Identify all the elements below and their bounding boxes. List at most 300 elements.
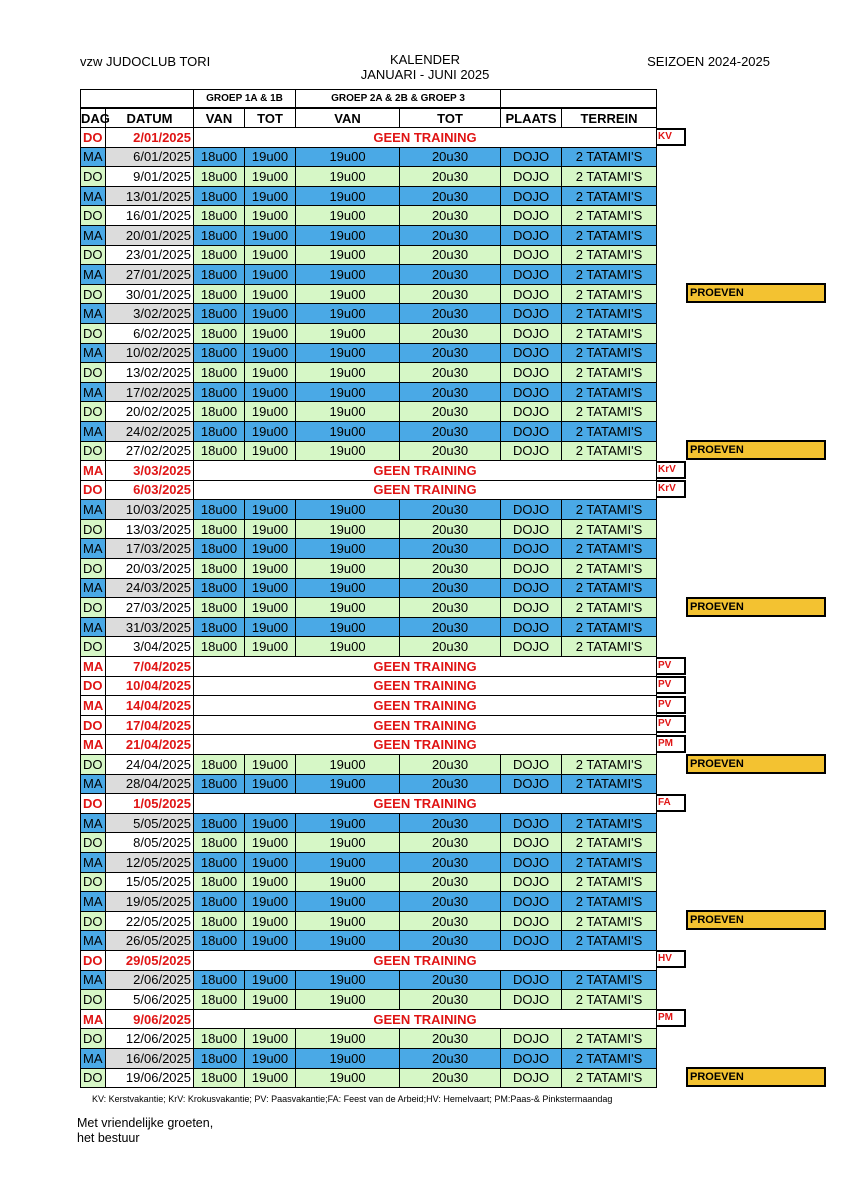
row-start-group1: 18u00 [194, 343, 245, 363]
row-start-group2: 19u00 [296, 774, 400, 794]
row-start-group1: 18u00 [194, 1068, 245, 1088]
row-date: 17/04/2025 [106, 715, 194, 735]
row-start-group1: 18u00 [194, 833, 245, 853]
row-start-group2: 19u00 [296, 990, 400, 1010]
row-start-group2: 19u00 [296, 911, 400, 931]
row-day: DO [81, 167, 106, 187]
row-end-group1: 19u00 [245, 363, 296, 383]
row-terrain: 2 TATAMI'S [562, 1048, 657, 1068]
row-location: DOJO [501, 147, 562, 167]
table-row [81, 794, 657, 814]
row-end-group1: 19u00 [245, 245, 296, 265]
row-end-group2: 20u30 [400, 833, 501, 853]
row-location: DOJO [501, 813, 562, 833]
table-row [81, 852, 657, 872]
row-terrain: 2 TATAMI'S [562, 911, 657, 931]
row-end-group2: 20u30 [400, 813, 501, 833]
row-terrain: 2 TATAMI'S [562, 598, 657, 618]
row-end-group2: 20u30 [400, 931, 501, 951]
club-name: vzw JUDOCLUB TORI [80, 54, 211, 69]
row-end-group1: 19u00 [245, 559, 296, 579]
row-date: 10/02/2025 [106, 343, 194, 363]
row-date: 12/05/2025 [106, 852, 194, 872]
row-start-group2: 19u00 [296, 970, 400, 990]
table-row [81, 128, 657, 148]
row-day: MA [81, 813, 106, 833]
table-row [81, 323, 657, 343]
row-location: DOJO [501, 343, 562, 363]
row-start-group1: 18u00 [194, 206, 245, 226]
holiday-code: KrV [656, 480, 686, 498]
row-terrain: 2 TATAMI'S [562, 343, 657, 363]
row-end-group2: 20u30 [400, 911, 501, 931]
table-row [81, 421, 657, 441]
row-end-group1: 19u00 [245, 990, 296, 1010]
row-start-group1: 18u00 [194, 813, 245, 833]
row-start-group2: 19u00 [296, 304, 400, 324]
row-end-group1: 19u00 [245, 852, 296, 872]
row-end-group1: 19u00 [245, 813, 296, 833]
no-training-label: GEEN TRAINING [194, 794, 657, 814]
row-end-group1: 19u00 [245, 421, 296, 441]
holiday-code: KV [656, 128, 686, 146]
row-date: 6/01/2025 [106, 147, 194, 167]
row-day: MA [81, 1048, 106, 1068]
row-date: 3/04/2025 [106, 637, 194, 657]
row-start-group1: 18u00 [194, 147, 245, 167]
row-end-group1: 19u00 [245, 539, 296, 559]
row-start-group1: 18u00 [194, 931, 245, 951]
row-start-group2: 19u00 [296, 1029, 400, 1049]
row-start-group1: 18u00 [194, 911, 245, 931]
row-day: DO [81, 833, 106, 853]
holiday-code: PV [656, 676, 686, 694]
row-date: 19/05/2025 [106, 892, 194, 912]
table-row [81, 774, 657, 794]
row-day: DO [81, 1068, 106, 1088]
row-start-group1: 18u00 [194, 402, 245, 422]
row-day: MA [81, 147, 106, 167]
row-date: 20/01/2025 [106, 225, 194, 245]
col-header-dag: DAG [81, 108, 106, 128]
row-day: MA [81, 225, 106, 245]
row-date: 9/06/2025 [106, 1009, 194, 1029]
table-row [81, 657, 657, 677]
row-start-group1: 18u00 [194, 382, 245, 402]
row-terrain: 2 TATAMI'S [562, 1068, 657, 1088]
row-terrain: 2 TATAMI'S [562, 1029, 657, 1049]
row-date: 6/03/2025 [106, 480, 194, 500]
row-terrain: 2 TATAMI'S [562, 617, 657, 637]
row-end-group2: 20u30 [400, 990, 501, 1010]
row-day: DO [81, 245, 106, 265]
row-end-group1: 19u00 [245, 225, 296, 245]
row-end-group2: 20u30 [400, 186, 501, 206]
no-training-label: GEEN TRAINING [194, 128, 657, 148]
row-start-group2: 19u00 [296, 343, 400, 363]
col-header-van-group1: VAN [194, 108, 245, 128]
row-location: DOJO [501, 265, 562, 285]
row-end-group2: 20u30 [400, 147, 501, 167]
table-row [81, 461, 657, 481]
row-terrain: 2 TATAMI'S [562, 833, 657, 853]
proeven-badge: PROEVEN [686, 1067, 826, 1087]
row-day: DO [81, 206, 106, 226]
table-row [81, 284, 657, 304]
table-row [81, 950, 657, 970]
row-end-group1: 19u00 [245, 441, 296, 461]
row-day: DO [81, 441, 106, 461]
row-start-group1: 18u00 [194, 637, 245, 657]
row-end-group2: 20u30 [400, 1048, 501, 1068]
row-terrain: 2 TATAMI'S [562, 421, 657, 441]
table-row [81, 500, 657, 520]
row-date: 29/05/2025 [106, 950, 194, 970]
row-date: 22/05/2025 [106, 911, 194, 931]
row-start-group1: 18u00 [194, 323, 245, 343]
row-start-group1: 18u00 [194, 578, 245, 598]
row-start-group2: 19u00 [296, 813, 400, 833]
row-date: 10/03/2025 [106, 500, 194, 520]
row-end-group1: 19u00 [245, 911, 296, 931]
row-location: DOJO [501, 363, 562, 383]
row-day: DO [81, 715, 106, 735]
row-end-group2: 20u30 [400, 1068, 501, 1088]
row-end-group2: 20u30 [400, 284, 501, 304]
proeven-badge: PROEVEN [686, 440, 826, 460]
row-start-group1: 18u00 [194, 441, 245, 461]
table-row [81, 970, 657, 990]
row-date: 26/05/2025 [106, 931, 194, 951]
row-start-group2: 19u00 [296, 500, 400, 520]
table-row [81, 833, 657, 853]
table-row [81, 519, 657, 539]
row-end-group1: 19u00 [245, 872, 296, 892]
row-day: MA [81, 1009, 106, 1029]
row-day: DO [81, 872, 106, 892]
table-row [81, 598, 657, 618]
row-end-group2: 20u30 [400, 265, 501, 285]
row-terrain: 2 TATAMI'S [562, 500, 657, 520]
row-terrain: 2 TATAMI'S [562, 363, 657, 383]
table-row [81, 382, 657, 402]
row-terrain: 2 TATAMI'S [562, 892, 657, 912]
row-location: DOJO [501, 833, 562, 853]
row-location: DOJO [501, 852, 562, 872]
row-location: DOJO [501, 519, 562, 539]
row-end-group2: 20u30 [400, 343, 501, 363]
row-day: MA [81, 500, 106, 520]
row-day: DO [81, 911, 106, 931]
row-day: MA [81, 931, 106, 951]
row-location: DOJO [501, 421, 562, 441]
row-end-group1: 19u00 [245, 617, 296, 637]
calendar-title [330, 52, 520, 82]
table-row [81, 676, 657, 696]
row-start-group1: 18u00 [194, 500, 245, 520]
row-day: MA [81, 970, 106, 990]
table-row [81, 892, 657, 912]
row-end-group2: 20u30 [400, 539, 501, 559]
no-training-label: GEEN TRAINING [194, 735, 657, 755]
proeven-badge: PROEVEN [686, 754, 826, 774]
row-location: DOJO [501, 500, 562, 520]
row-location: DOJO [501, 617, 562, 637]
row-date: 8/05/2025 [106, 833, 194, 853]
table-row [81, 167, 657, 187]
row-end-group2: 20u30 [400, 304, 501, 324]
row-end-group2: 20u30 [400, 970, 501, 990]
row-end-group2: 20u30 [400, 1029, 501, 1049]
row-start-group2: 19u00 [296, 284, 400, 304]
row-date: 20/03/2025 [106, 559, 194, 579]
row-terrain: 2 TATAMI'S [562, 755, 657, 775]
row-date: 9/01/2025 [106, 167, 194, 187]
row-date: 1/05/2025 [106, 794, 194, 814]
row-end-group2: 20u30 [400, 872, 501, 892]
row-day: DO [81, 402, 106, 422]
row-start-group2: 19u00 [296, 265, 400, 285]
row-end-group2: 20u30 [400, 402, 501, 422]
row-start-group1: 18u00 [194, 186, 245, 206]
table-row [81, 931, 657, 951]
row-start-group2: 19u00 [296, 755, 400, 775]
row-day: MA [81, 578, 106, 598]
table-row [81, 735, 657, 755]
row-date: 3/02/2025 [106, 304, 194, 324]
row-end-group1: 19u00 [245, 402, 296, 422]
row-day: DO [81, 480, 106, 500]
row-start-group1: 18u00 [194, 559, 245, 579]
col-header-tot-group2: TOT [400, 108, 501, 128]
row-end-group1: 19u00 [245, 755, 296, 775]
row-end-group1: 19u00 [245, 343, 296, 363]
table-row [81, 637, 657, 657]
row-end-group1: 19u00 [245, 598, 296, 618]
row-start-group2: 19u00 [296, 1048, 400, 1068]
row-day: MA [81, 539, 106, 559]
row-start-group1: 18u00 [194, 1029, 245, 1049]
row-end-group1: 19u00 [245, 833, 296, 853]
row-start-group2: 19u00 [296, 363, 400, 383]
row-day: MA [81, 617, 106, 637]
row-end-group1: 19u00 [245, 167, 296, 187]
row-terrain: 2 TATAMI'S [562, 147, 657, 167]
row-terrain: 2 TATAMI'S [562, 519, 657, 539]
row-terrain: 2 TATAMI'S [562, 852, 657, 872]
row-day: MA [81, 265, 106, 285]
row-day: DO [81, 598, 106, 618]
row-date: 24/04/2025 [106, 755, 194, 775]
table-row [81, 245, 657, 265]
row-start-group1: 18u00 [194, 1048, 245, 1068]
row-date: 24/02/2025 [106, 421, 194, 441]
table-row [81, 363, 657, 383]
row-date: 13/03/2025 [106, 519, 194, 539]
row-date: 15/05/2025 [106, 872, 194, 892]
row-location: DOJO [501, 1029, 562, 1049]
row-start-group2: 19u00 [296, 559, 400, 579]
row-end-group2: 20u30 [400, 559, 501, 579]
row-start-group2: 19u00 [296, 206, 400, 226]
calendar-title-line1: KALENDER [389, 52, 461, 67]
row-end-group1: 19u00 [245, 1048, 296, 1068]
row-day: DO [81, 755, 106, 775]
row-location: DOJO [501, 911, 562, 931]
row-date: 13/01/2025 [106, 186, 194, 206]
row-day: DO [81, 363, 106, 383]
no-training-label: GEEN TRAINING [194, 480, 657, 500]
proeven-badge: PROEVEN [686, 910, 826, 930]
row-end-group1: 19u00 [245, 500, 296, 520]
no-training-label: GEEN TRAINING [194, 676, 657, 696]
table-row [81, 559, 657, 579]
row-location: DOJO [501, 402, 562, 422]
table-row [81, 186, 657, 206]
row-day: MA [81, 304, 106, 324]
row-start-group2: 19u00 [296, 617, 400, 637]
row-start-group2: 19u00 [296, 167, 400, 187]
row-start-group1: 18u00 [194, 970, 245, 990]
row-start-group2: 19u00 [296, 225, 400, 245]
row-day: MA [81, 892, 106, 912]
no-training-label: GEEN TRAINING [194, 950, 657, 970]
row-start-group2: 19u00 [296, 598, 400, 618]
table-row [81, 343, 657, 363]
row-end-group1: 19u00 [245, 304, 296, 324]
row-end-group2: 20u30 [400, 323, 501, 343]
group-header-row [81, 90, 657, 109]
row-day: MA [81, 696, 106, 716]
row-start-group1: 18u00 [194, 304, 245, 324]
row-date: 7/04/2025 [106, 657, 194, 677]
season-label: SEIZOEN 2024-2025 [647, 54, 770, 69]
row-terrain: 2 TATAMI'S [562, 931, 657, 951]
row-end-group1: 19u00 [245, 1068, 296, 1088]
row-start-group2: 19u00 [296, 186, 400, 206]
row-end-group1: 19u00 [245, 323, 296, 343]
row-date: 14/04/2025 [106, 696, 194, 716]
row-day: DO [81, 559, 106, 579]
row-location: DOJO [501, 598, 562, 618]
row-start-group1: 18u00 [194, 892, 245, 912]
row-day: DO [81, 990, 106, 1010]
row-end-group2: 20u30 [400, 637, 501, 657]
row-location: DOJO [501, 637, 562, 657]
row-end-group1: 19u00 [245, 519, 296, 539]
table-row [81, 539, 657, 559]
row-start-group1: 18u00 [194, 774, 245, 794]
row-start-group1: 18u00 [194, 284, 245, 304]
table-row [81, 617, 657, 637]
row-start-group2: 19u00 [296, 578, 400, 598]
row-date: 6/02/2025 [106, 323, 194, 343]
proeven-badge: PROEVEN [686, 283, 826, 303]
row-end-group1: 19u00 [245, 637, 296, 657]
row-day: MA [81, 343, 106, 363]
row-end-group2: 20u30 [400, 598, 501, 618]
row-terrain: 2 TATAMI'S [562, 578, 657, 598]
row-date: 2/01/2025 [106, 128, 194, 148]
row-location: DOJO [501, 304, 562, 324]
row-location: DOJO [501, 225, 562, 245]
row-end-group2: 20u30 [400, 225, 501, 245]
row-date: 27/01/2025 [106, 265, 194, 285]
row-start-group1: 18u00 [194, 245, 245, 265]
column-header-row [81, 108, 657, 128]
row-terrain: 2 TATAMI'S [562, 245, 657, 265]
table-row [81, 911, 657, 931]
row-date: 23/01/2025 [106, 245, 194, 265]
row-day: MA [81, 657, 106, 677]
row-start-group2: 19u00 [296, 931, 400, 951]
row-terrain: 2 TATAMI'S [562, 813, 657, 833]
table-row [81, 402, 657, 422]
row-date: 2/06/2025 [106, 970, 194, 990]
row-date: 27/03/2025 [106, 598, 194, 618]
row-location: DOJO [501, 1068, 562, 1088]
row-end-group2: 20u30 [400, 578, 501, 598]
table-row [81, 990, 657, 1010]
row-end-group1: 19u00 [245, 892, 296, 912]
row-location: DOJO [501, 382, 562, 402]
no-training-label: GEEN TRAINING [194, 1009, 657, 1029]
row-location: DOJO [501, 931, 562, 951]
row-terrain: 2 TATAMI'S [562, 265, 657, 285]
row-start-group2: 19u00 [296, 872, 400, 892]
table-row [81, 755, 657, 775]
row-date: 16/06/2025 [106, 1048, 194, 1068]
table-row [81, 715, 657, 735]
row-date: 24/03/2025 [106, 578, 194, 598]
row-terrain: 2 TATAMI'S [562, 774, 657, 794]
row-location: DOJO [501, 970, 562, 990]
row-date: 31/03/2025 [106, 617, 194, 637]
row-terrain: 2 TATAMI'S [562, 186, 657, 206]
row-end-group1: 19u00 [245, 284, 296, 304]
row-date: 13/02/2025 [106, 363, 194, 383]
row-terrain: 2 TATAMI'S [562, 539, 657, 559]
row-end-group1: 19u00 [245, 382, 296, 402]
row-day: DO [81, 637, 106, 657]
holiday-code: PV [656, 715, 686, 733]
closing-line2: het bestuur [77, 1131, 140, 1145]
row-start-group1: 18u00 [194, 872, 245, 892]
row-end-group2: 20u30 [400, 892, 501, 912]
row-end-group2: 20u30 [400, 206, 501, 226]
group-header-empty-right [501, 90, 657, 109]
row-location: DOJO [501, 559, 562, 579]
row-end-group2: 20u30 [400, 421, 501, 441]
row-start-group1: 18u00 [194, 852, 245, 872]
row-end-group2: 20u30 [400, 774, 501, 794]
row-end-group2: 20u30 [400, 617, 501, 637]
row-terrain: 2 TATAMI'S [562, 402, 657, 422]
row-terrain: 2 TATAMI'S [562, 304, 657, 324]
row-day: MA [81, 382, 106, 402]
row-end-group2: 20u30 [400, 167, 501, 187]
row-start-group2: 19u00 [296, 245, 400, 265]
row-date: 27/02/2025 [106, 441, 194, 461]
row-location: DOJO [501, 872, 562, 892]
row-day: DO [81, 950, 106, 970]
table-row [81, 304, 657, 324]
row-start-group2: 19u00 [296, 637, 400, 657]
row-date: 5/06/2025 [106, 990, 194, 1010]
holiday-code: PV [656, 696, 686, 714]
row-day: MA [81, 852, 106, 872]
row-end-group2: 20u30 [400, 245, 501, 265]
